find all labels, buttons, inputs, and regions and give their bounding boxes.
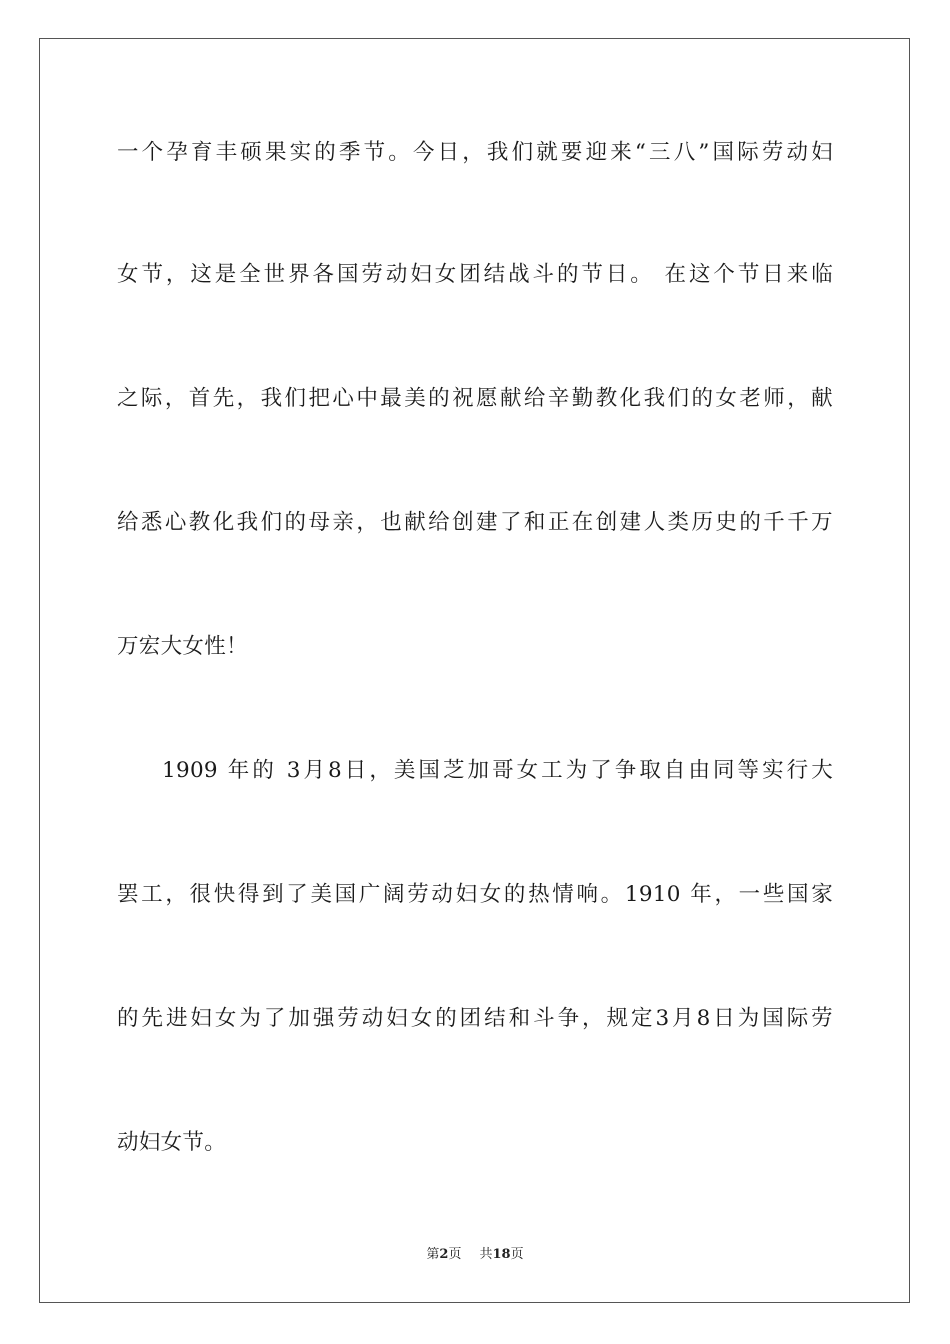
footer-page-unit: 页 [448, 1247, 462, 1262]
body-line-4: 给悉心教化我们的母亲，也献给创建了和正在创建人类历史的千千万 [117, 510, 833, 535]
footer-page-total: 18 [492, 1247, 511, 1262]
footer-total-unit: 页 [510, 1247, 524, 1262]
page-border [39, 38, 910, 1303]
body-line-3: 之际，首先，我们把心中最美的祝愿献给辛勤教化我们的女老师，献 [117, 386, 833, 411]
footer-page-current: 2 [439, 1247, 449, 1262]
body-line-7: 罢工，很快得到了美国广阔劳动妇女的热情响。1910 年，一些国家 [117, 882, 833, 907]
page-footer [0, 1246, 950, 1264]
body-line-9: 动妇女节。 [117, 1130, 227, 1155]
footer-total-prefix: 共 [479, 1247, 493, 1262]
body-line-8: 的先进妇女为了加强劳动妇女的团结和斗争，规定3月8日为国际劳 [117, 1006, 833, 1031]
body-line-1: 一个孕育丰硕果实的季节。今日，我们就要迎来“三八”国际劳动妇 [117, 140, 833, 165]
body-line-2: 女节，这是全世界各国劳动妇女团结战斗的节日。 在这个节日来临 [117, 262, 833, 287]
body-line-6: 1909 年的 3月8日，美国芝加哥女工为了争取自由同等实行大 [162, 758, 833, 783]
body-line-5: 万宏大女性！ [117, 634, 248, 659]
footer-page-prefix: 第 [426, 1247, 440, 1262]
